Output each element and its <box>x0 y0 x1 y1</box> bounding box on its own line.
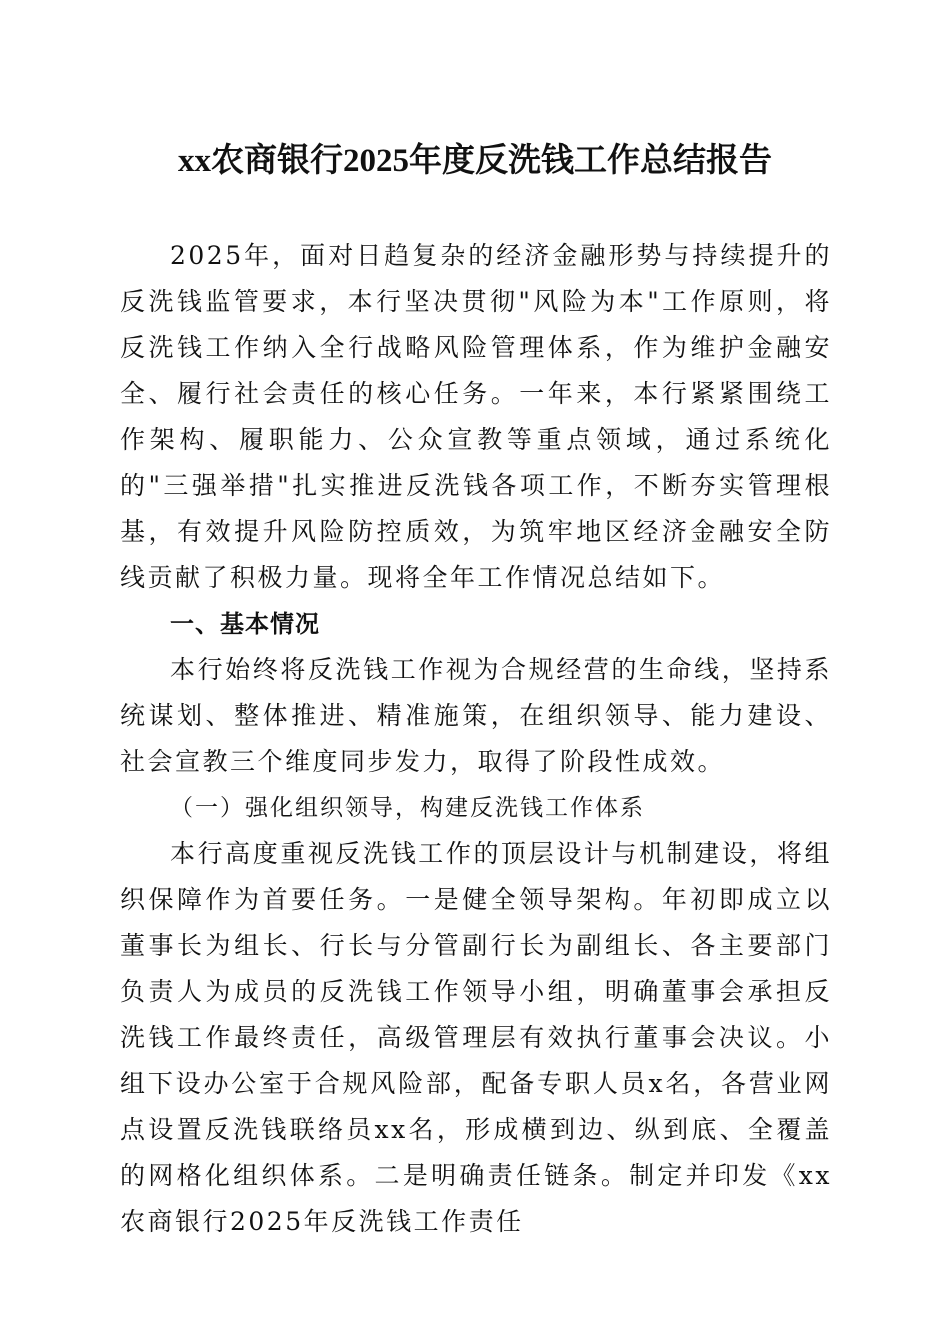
document-body <box>120 233 832 1245</box>
document-title: xx农商银行2025年度反洗钱工作总结报告 <box>178 143 772 179</box>
intro-paragraph: 2025年，面对日趋复杂的经济金融形势与持续提升的反洗钱监管要求，本行坚决贯彻"风险为本"工作原则，将反洗钱工作纳入全行战略风险管理体系，作为维护金融安全、履行社会责任的核心任务。一年来，本行紧紧围绕工作架构、履职能力、公众宣教等重点领域，通过系统化的"三强举措"扎实推进反洗钱各项工作，不断夯实管理根基，有效提升风险防控质效，为筑牢地区经济金融安全防线贡献了积极力量。现将全年工作情况总结如下。 <box>120 241 832 592</box>
subsection-paragraph: 本行高度重视反洗钱工作的顶层设计与机制建设，将组织保障作为首要任务。一是健全领导架构。年初即成立以董事长为组长、行长与分管副行长为副组长、各主要部门负责人为成员的反洗钱工作领导小组，明确董事会承担反洗钱工作最终责任，高级管理层有效执行董事会决议。小组下设办公室于合规风险部，配备专职人员x名，各营业网点设置反洗钱联络员xx名，形成横到边、纵到底、全覆盖的网格化组织体系。二是明确责任链条。制定并印发《xx农商银行2025年反洗钱工作责任 <box>120 839 832 1236</box>
subsection-heading: （一）强化组织领导，构建反洗钱工作体系 <box>170 795 645 821</box>
section-paragraph: 本行始终将反洗钱工作视为合规经营的生命线，坚持系统谋划、整体推进、精准施策，在组织领导、能力建设、社会宣教三个维度同步发力，取得了阶段性成效。 <box>120 655 832 776</box>
section-heading-basic-situation: 一、基本情况 <box>170 610 320 638</box>
